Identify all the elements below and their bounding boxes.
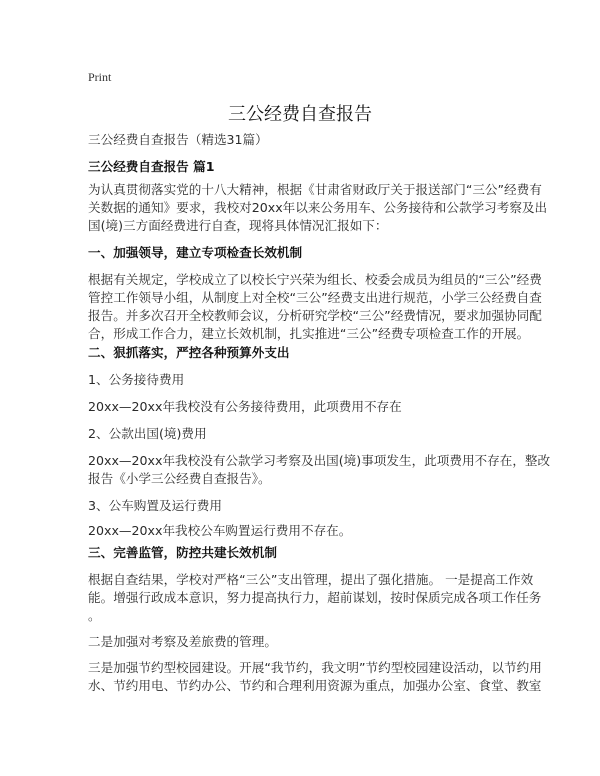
article-heading: 三公经费自查报告 篇1 — [88, 159, 215, 174]
section3-heading: 三、完善监管，防控共建长效机制 — [88, 545, 277, 560]
intro-paragraph — [88, 181, 547, 235]
print-link[interactable]: Print — [88, 70, 112, 84]
section1-paragraph — [88, 271, 542, 343]
page-title: 三公经费自查报告 — [228, 104, 372, 125]
text-line: 为认真贯彻落实党的十八大精神，根据《甘肃省财政厅关于报送部门“三公”经费有 — [88, 182, 542, 197]
text-line: 关数据的通知》要求，我校对20xx年以来公务用车、公务接待和公款学习考察及出 — [88, 200, 548, 215]
item3-title: 3、公车购置及运行费用 — [88, 498, 222, 513]
text-line: 。 — [88, 608, 101, 623]
text-line: 水、节约用电、节约办公、节约和合理利用资源为重点，加强办公室、食堂、教室 — [88, 678, 542, 693]
item3-body: 20xx—20xx年我校公车购置运行费用不存在。 — [88, 523, 352, 538]
text-line: 国(境)三方面经费进行自查，现将具体情况汇报如下： — [88, 218, 388, 233]
subtitle: 三公经费自查报告（精选31篇） — [88, 132, 268, 147]
text-line: 合，形成工作合力，建立长效机制，扎实推进“三公”经费专项检查工作的开展。 — [88, 326, 530, 341]
text-line: 能。增强行政成本意识，努力提高执行力，超前谋划，按时保质完成各项工作任务 — [88, 590, 542, 605]
text-line: 根据自查结果，学校对严格“三公”支出管理，提出了强化措施。 一是提高工作效 — [88, 572, 534, 587]
section1-heading: 一、加强领导，建立专项检查长效机制 — [88, 245, 303, 260]
item2-body — [88, 452, 550, 488]
item1-title: 1、公务接待费用 — [88, 372, 185, 387]
text-line: 20xx—20xx年我校没有公款学习考察及出国(境)事项发生，此项费用不存在，整改 — [88, 453, 551, 468]
section3-paragraph — [88, 571, 541, 625]
item2-title: 2、公款出国(境)费用 — [88, 426, 207, 441]
point3-paragraph — [88, 659, 542, 695]
section2-heading: 二、狠抓落实，严控各种预算外支出 — [88, 345, 290, 360]
text-line: 三是加强节约型校园建设。开展“我节约，我文明”节约型校园建设活动，以节约用 — [88, 660, 542, 675]
text-line: 根据有关规定，学校成立了以校长宁兴荣为组长、校委会成员为组员的“三公”经费 — [88, 272, 542, 287]
text-line: 报告《小学三公经费自查报告》。 — [88, 471, 271, 486]
point2: 二是加强对考察及差旅费的管理。 — [88, 634, 277, 649]
text-line: 报告。并多次召开全校教师会议，分析研究学校“三公”经费情况，要求加强协同配 — [88, 308, 542, 323]
text-line: 管控工作领导小组，从制度上对全校“三公”经费支出进行规范，小学三公经费自查 — [88, 290, 542, 305]
item1-body: 20xx—20xx年我校没有公务接待费用，此项费用不存在 — [88, 399, 402, 414]
